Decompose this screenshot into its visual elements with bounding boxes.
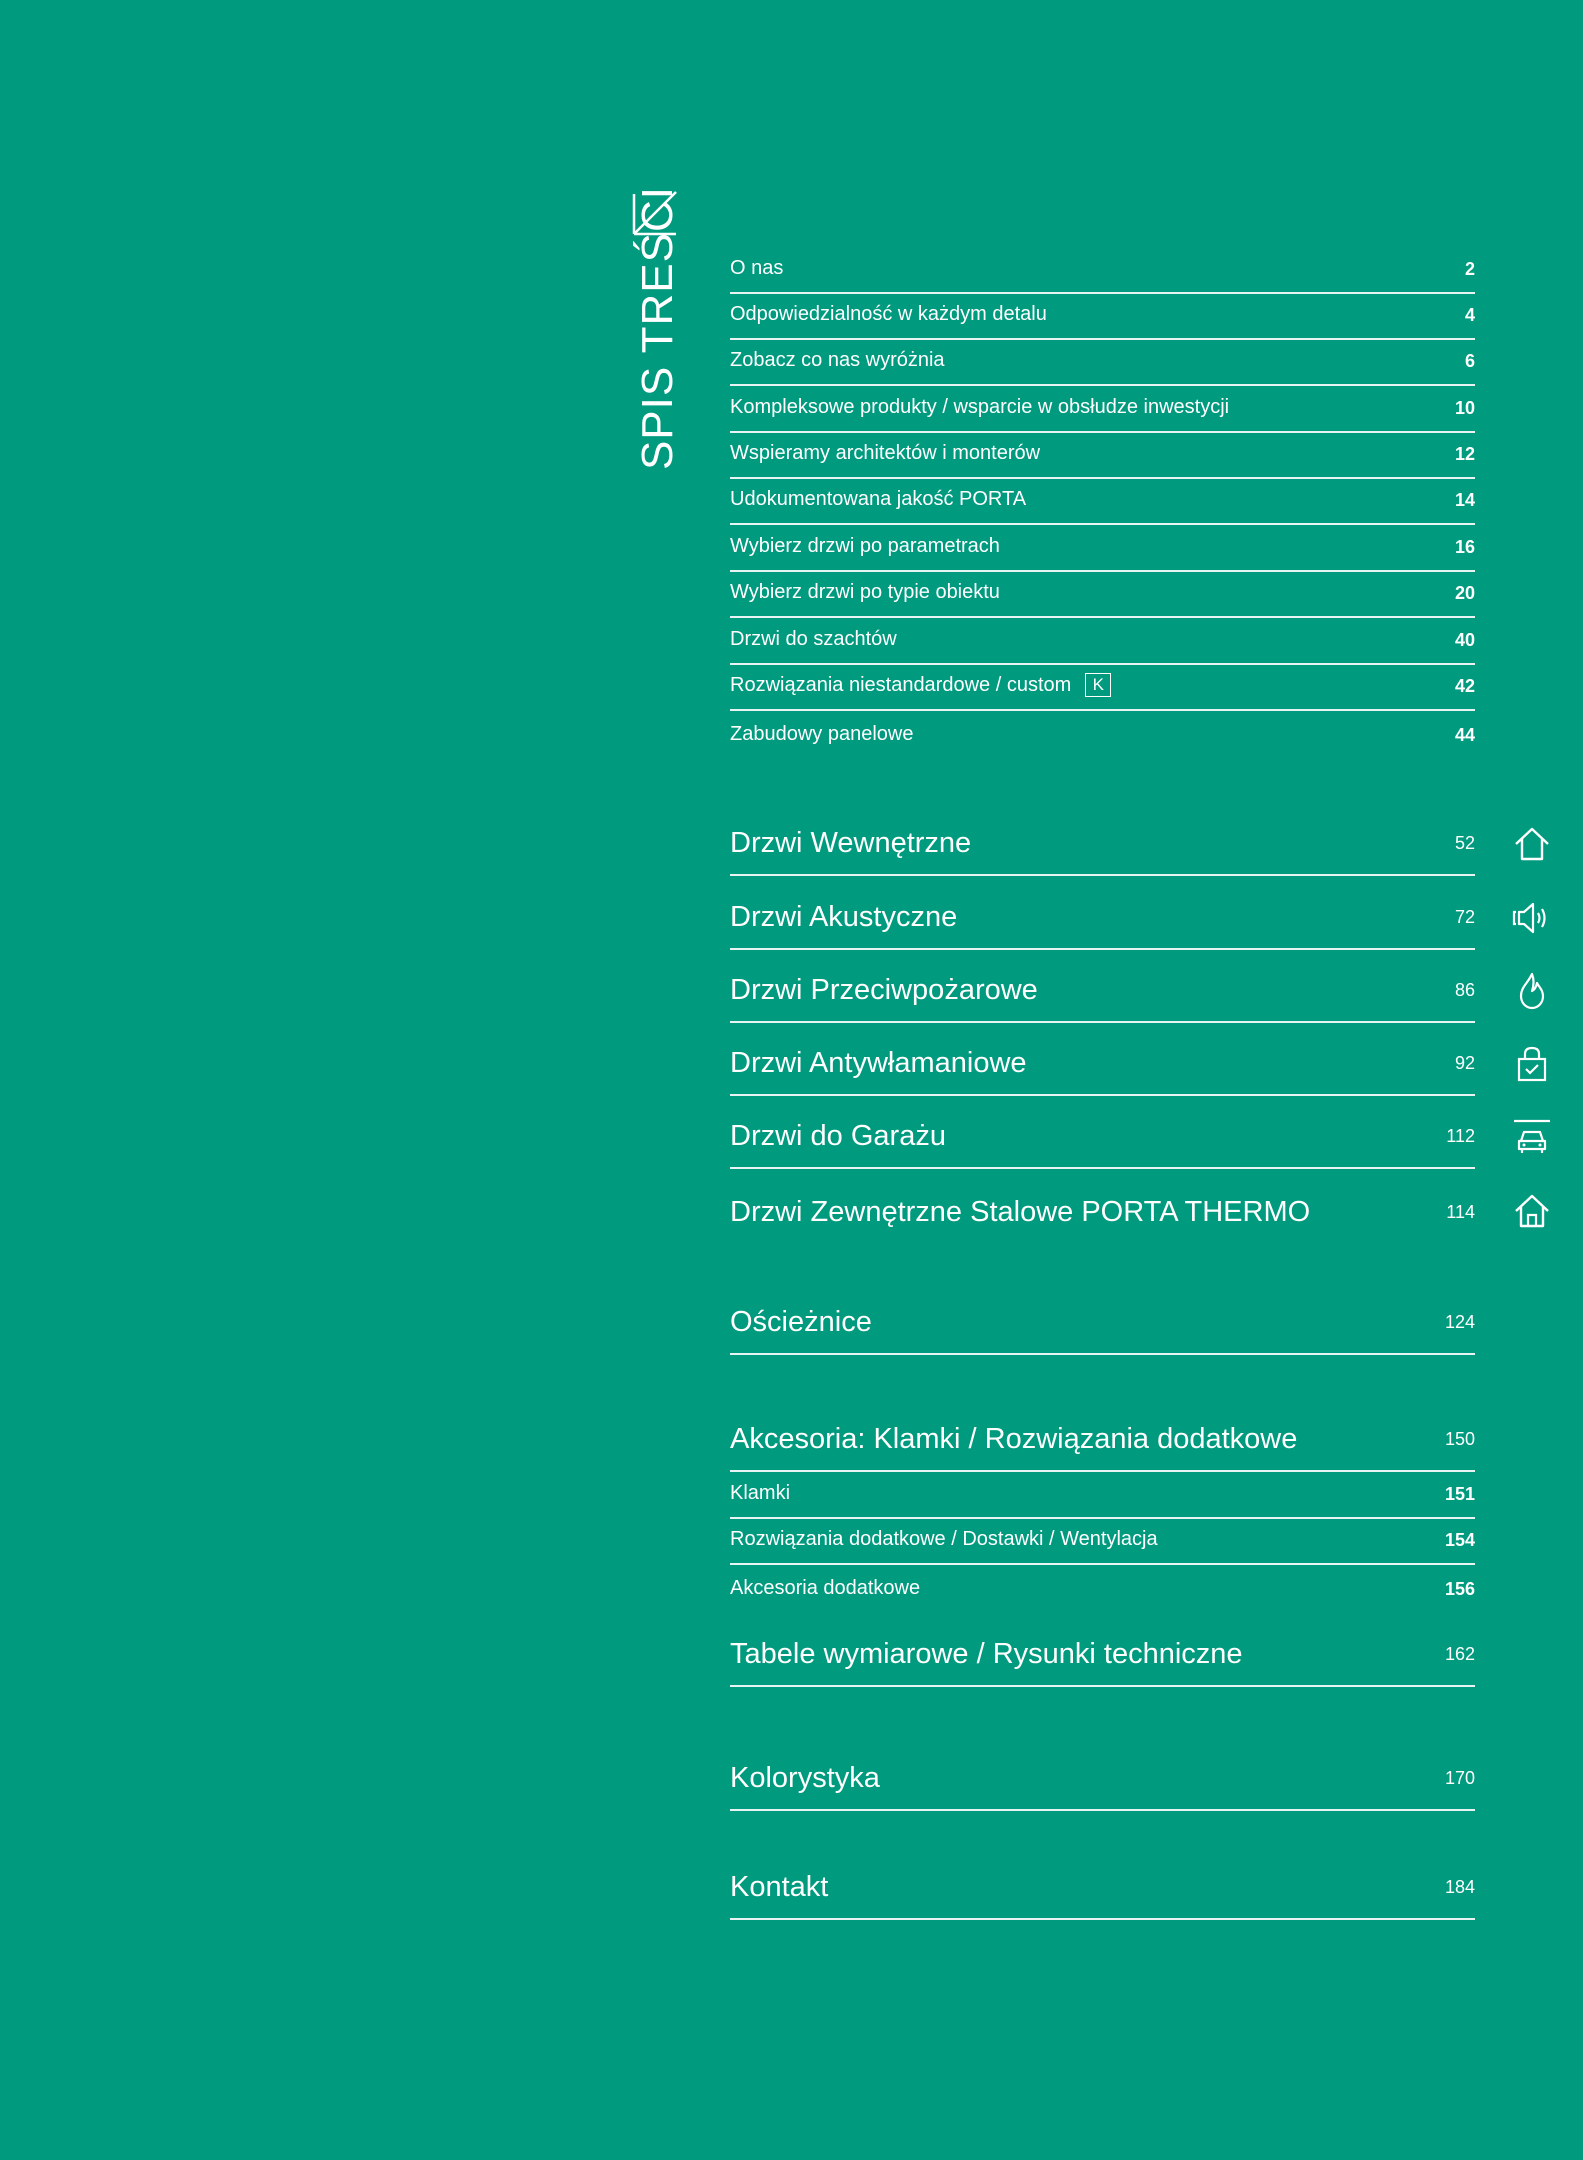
toc-row-door[interactable] [730,814,1475,876]
toc-row[interactable] [730,1519,1475,1565]
toc-row-label: Wspieramy architektów i monterów [730,442,1041,464]
toc-row-label [730,673,1111,697]
toc-row-label: Rozwiązania dodatkowe / Dostawki / Wentylacja [730,1528,1158,1550]
toc-row[interactable] [730,340,1475,386]
custom-badge: K [1085,673,1111,697]
toc-row[interactable] [730,433,1475,479]
toc-row-label: Klamki [730,1482,791,1504]
flame-icon [1512,971,1552,1011]
toc-row-label-text: Rozwiązania niestandardowe / custom [730,673,1072,696]
toc-row-page: 112 [1446,1126,1475,1146]
toc-row-page: 42 [1454,676,1475,696]
toc-row-label: Drzwi Akustyczne [730,901,958,933]
toc-row-page: 162 [1444,1644,1475,1664]
house-door-icon [1512,1191,1552,1231]
toc-row[interactable] [730,665,1475,711]
toc-row-label: Kolorystyka [730,1762,880,1794]
toc-row-label: Kompleksowe produkty / wsparcie w obsłudze inwestycji [730,396,1230,418]
toc-row-page: 170 [1444,1768,1475,1788]
toc-row-page: 4 [1464,305,1475,325]
toc-row[interactable] [730,1566,1475,1612]
toc-row-label: Wybierz drzwi po parametrach [730,535,1000,557]
toc-row-page: 52 [1454,833,1475,853]
toc-row-label: Akcesoria dodatkowe [730,1577,921,1599]
toc-row-label: Tabele wymiarowe / Rysunki techniczne [730,1638,1243,1670]
page-title: SPIS TREŚCI [633,186,682,471]
toc-row-page: 44 [1454,725,1475,745]
toc-row-label: Udokumentowana jakość PORTA [730,488,1027,510]
toc-row[interactable] [730,294,1475,340]
toc-row-label: Drzwi do szachtów [730,628,897,650]
toc-row[interactable] [730,572,1475,618]
toc-row-page: 72 [1454,907,1475,927]
toc-row-label: Drzwi Przeciwpożarowe [730,974,1038,1006]
toc-row[interactable] [730,526,1475,572]
toc-row-door[interactable] [730,1107,1475,1169]
toc-row-page: 154 [1444,1530,1475,1550]
toc-row-label: Ościeżnice [730,1306,872,1338]
toc-row-page: 184 [1444,1877,1475,1897]
toc-row-door[interactable] [730,961,1475,1023]
toc-row-page: 6 [1464,351,1475,371]
toc-row-label: Odpowiedzialność w każdym detalu [730,303,1047,325]
toc-row-label: Drzwi Antywłamaniowe [730,1047,1027,1079]
car-garage-icon [1512,1117,1552,1157]
toc-row-page: 150 [1444,1429,1475,1449]
toc-row-page: 14 [1454,490,1475,510]
toc-row-label: Zabudowy panelowe [730,723,914,745]
toc-row-accessories[interactable] [730,1410,1475,1472]
toc-row-label: O nas [730,257,784,279]
toc-row[interactable] [730,387,1475,433]
toc-row[interactable] [730,248,1475,294]
toc-row-page: 114 [1446,1202,1475,1222]
toc-row-tables[interactable] [730,1625,1475,1687]
toc-row-label: Zobacz co nas wyróżnia [730,349,945,371]
toc-row-label: Akcesoria: Klamki / Rozwiązania dodatkowe [730,1423,1298,1455]
toc-row-door[interactable] [730,1034,1475,1096]
toc-row-page: 16 [1454,537,1475,557]
toc-row[interactable] [730,712,1475,758]
toc-row-frames[interactable] [730,1293,1475,1355]
toc-row-label: Drzwi do Garażu [730,1120,946,1152]
toc-row-page: 151 [1444,1484,1475,1504]
toc-row-label: Drzwi Wewnętrzne [730,827,972,859]
lock-check-icon [1512,1044,1552,1084]
speaker-icon [1512,898,1552,938]
house-icon [1512,824,1552,864]
toc-row-door[interactable] [730,888,1475,950]
toc-row-page: 10 [1454,398,1475,418]
toc-row-label: Drzwi Zewnętrzne Stalowe PORTA THERMO [730,1196,1311,1228]
toc-row-page: 40 [1454,630,1475,650]
toc-row-colors[interactable] [730,1749,1475,1811]
toc-row-page: 12 [1454,444,1475,464]
toc-row-page: 86 [1454,980,1475,1000]
toc-row-page: 2 [1464,259,1475,279]
toc-row-label: Kontakt [730,1871,829,1903]
toc-row-page: 124 [1444,1312,1475,1332]
toc-row-label: Wybierz drzwi po typie obiektu [730,581,1000,603]
page-title-vertical [628,186,688,526]
toc-row-page: 20 [1454,583,1475,603]
toc-row[interactable] [730,479,1475,525]
toc-row-contact[interactable] [730,1858,1475,1920]
toc-row[interactable] [730,619,1475,665]
toc-row-page: 156 [1444,1579,1475,1599]
toc-row-door[interactable] [730,1181,1475,1243]
toc-row-page: 92 [1454,1053,1475,1073]
toc-row[interactable] [730,1473,1475,1519]
